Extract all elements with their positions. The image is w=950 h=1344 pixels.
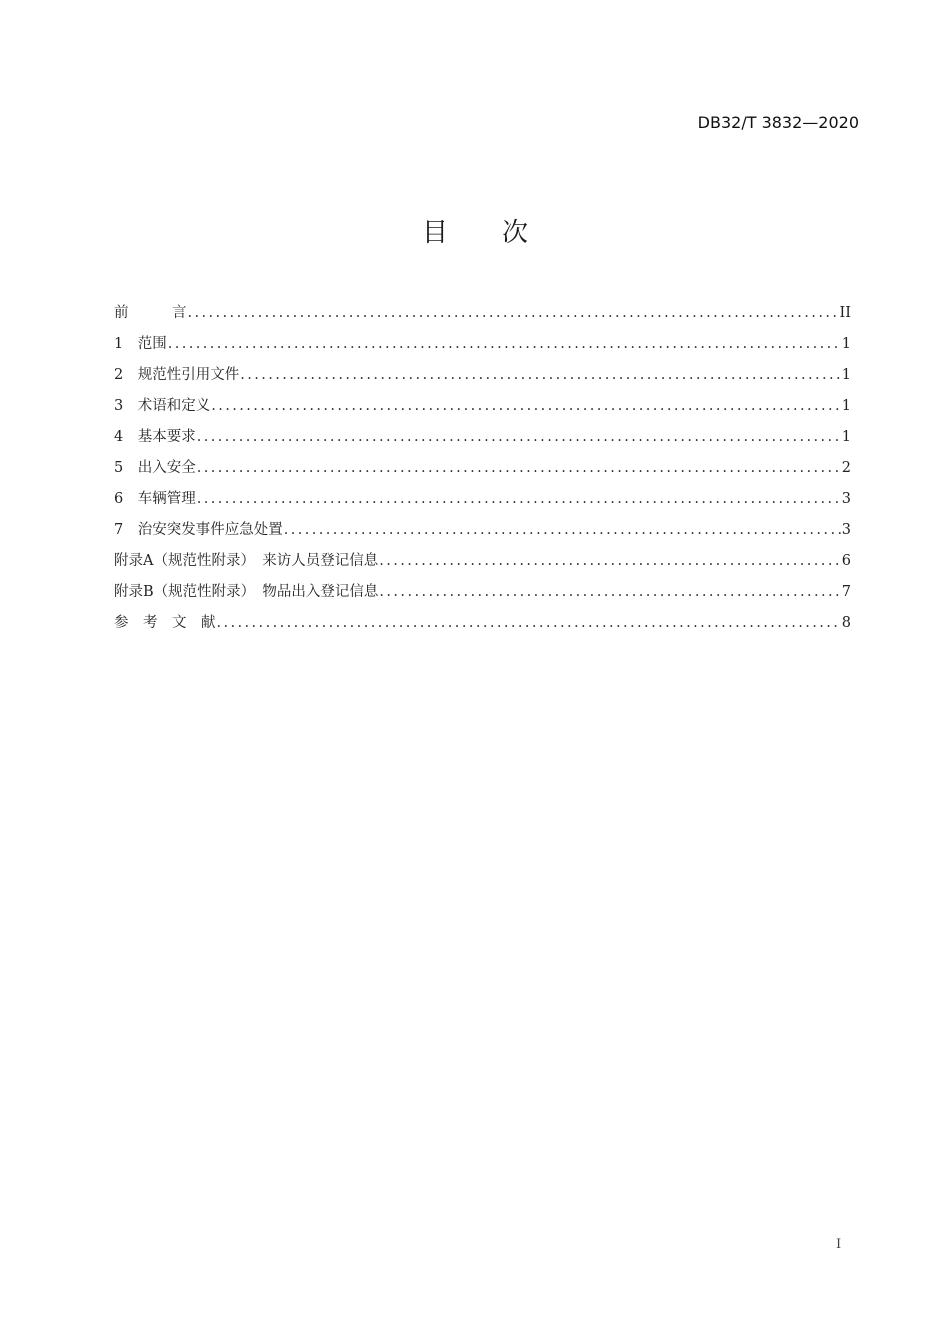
toc-page: 8 (841, 615, 851, 631)
standard-code: DB32/T 3832—2020 (697, 113, 859, 132)
toc-label: 附录A（规范性附录） 来访人员登记信息 (114, 553, 379, 569)
toc-page: II (839, 305, 851, 321)
toc-label: 参 考 文 献 (114, 615, 216, 631)
leader-dots (197, 426, 841, 448)
toc-entry-emergency-response[interactable] (114, 519, 851, 550)
toc-entry-access-safety[interactable] (114, 457, 851, 488)
table-of-contents (114, 302, 851, 643)
toc-label: 5 出入安全 (114, 460, 196, 476)
title-char-1: 目 (421, 218, 448, 248)
toc-entry-terms[interactable] (114, 395, 851, 426)
toc-page: 1 (841, 429, 851, 445)
leader-dots (197, 488, 841, 510)
toc-page: 1 (841, 367, 851, 383)
toc-entry-normative-references[interactable] (114, 364, 851, 395)
leader-dots (240, 364, 841, 386)
leader-dots (211, 395, 841, 417)
toc-entry-foreword[interactable] (114, 302, 851, 333)
leader-dots (168, 333, 841, 355)
title-char-2: 次 (502, 218, 529, 248)
toc-entry-scope[interactable] (114, 333, 851, 364)
toc-entry-bibliography[interactable] (114, 612, 851, 643)
toc-label: 7 治安突发事件应急处置 (114, 522, 283, 538)
toc-label: 附录B（规范性附录） 物品出入登记信息 (114, 584, 379, 600)
toc-page: 7 (841, 584, 851, 600)
toc-page: 1 (841, 398, 851, 414)
toc-label: 1 范围 (114, 336, 167, 352)
toc-label: 前 言 (114, 305, 187, 321)
toc-entry-appendix-a[interactable] (114, 550, 851, 581)
toc-page: 2 (841, 460, 851, 476)
leader-dots (217, 612, 841, 634)
toc-entry-basic-requirements[interactable] (114, 426, 851, 457)
toc-label: 4 基本要求 (114, 429, 196, 445)
leader-dots (284, 519, 841, 541)
toc-label: 3 术语和定义 (114, 398, 211, 414)
toc-page: 3 (841, 491, 851, 507)
toc-label: 2 规范性引用文件 (114, 367, 240, 383)
toc-entry-appendix-b[interactable] (114, 581, 851, 612)
toc-page: 3 (841, 522, 851, 538)
page-title (0, 212, 950, 249)
toc-label: 6 车辆管理 (114, 491, 196, 507)
toc-entry-vehicle-management[interactable] (114, 488, 851, 519)
toc-page: 6 (841, 553, 851, 569)
leader-dots (379, 550, 841, 572)
leader-dots (379, 581, 840, 603)
leader-dots (197, 457, 841, 479)
toc-page: 1 (841, 336, 851, 352)
leader-dots (188, 302, 839, 324)
page-number: I (836, 1237, 842, 1252)
